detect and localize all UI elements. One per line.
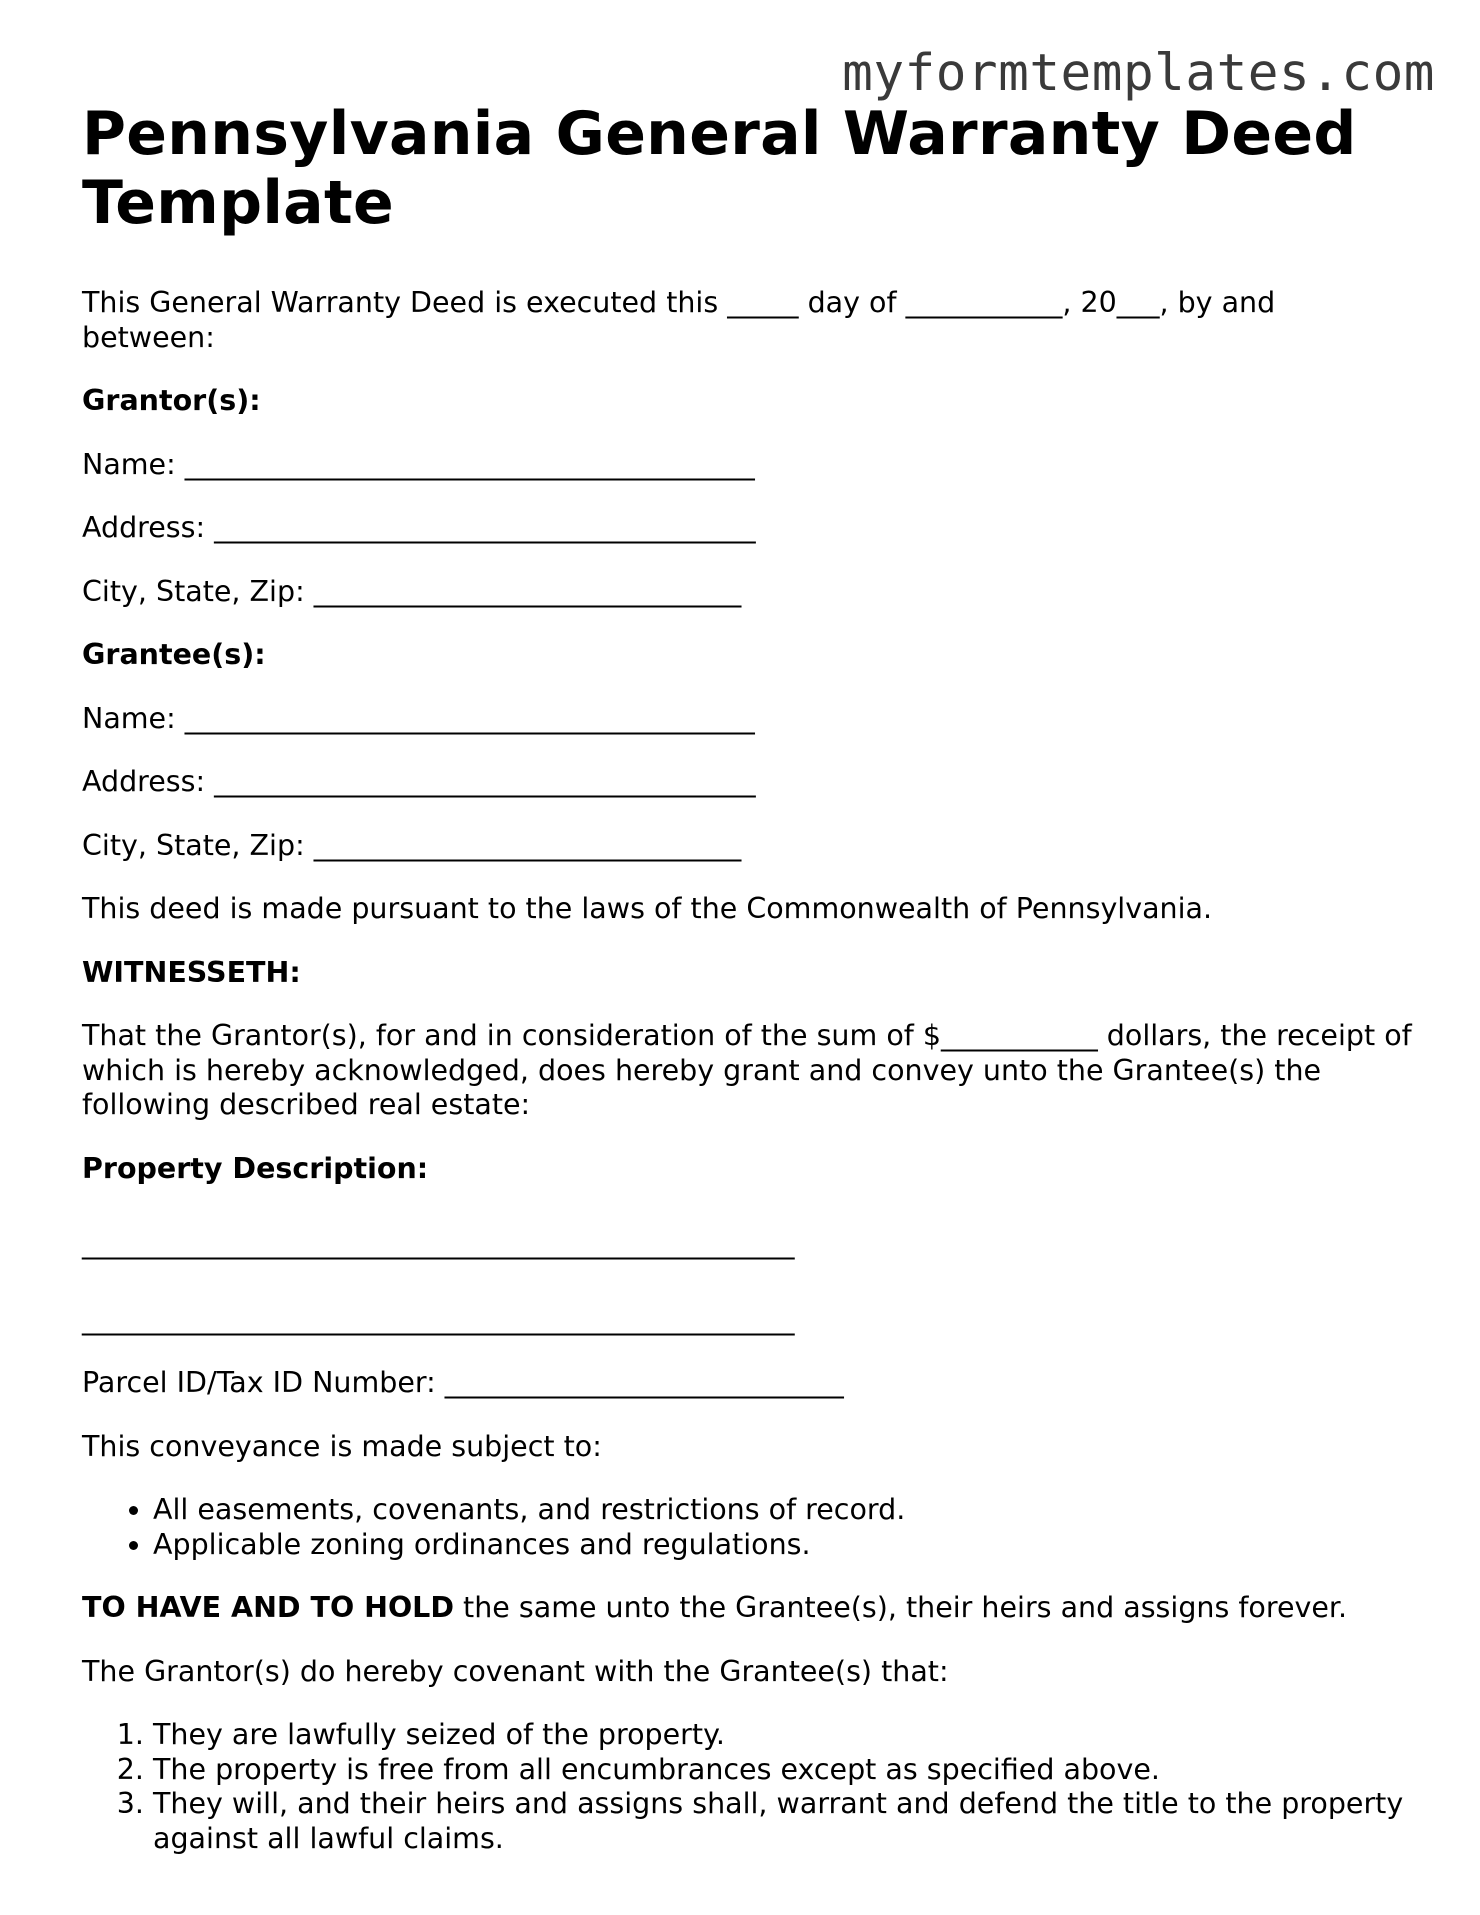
grantor-heading: Grantor(s): bbox=[82, 384, 261, 417]
habendum-bold: TO HAVE AND TO HOLD bbox=[82, 1591, 454, 1624]
grantee-name-field: Name: ________________________________________ bbox=[82, 701, 755, 735]
list-item: • Applicable zoning ordinances and regulations. bbox=[153, 1528, 1412, 1563]
grantor-city-field: City, State, Zip: ______________________________ bbox=[82, 574, 742, 608]
grantor-address-field: Address: ______________________________________ bbox=[82, 511, 756, 544]
grantor-name-field: Name: ________________________________________ bbox=[82, 447, 755, 481]
grantee-city-field: City, State, Zip: ______________________________ bbox=[82, 828, 742, 862]
document-page bbox=[82, 100, 1412, 1856]
property-blank-line-2: __________________________________________________ bbox=[82, 1302, 795, 1336]
property-blank-line-1: __________________________________________________ bbox=[82, 1227, 795, 1260]
laws-paragraph: This deed is made pursuant to the laws of the Commonwealth of Pennsylvania. bbox=[82, 892, 1213, 925]
consideration-paragraph: That the Grantor(s), for and in consideration of the sum of $___________ dollars, the receipt of which is hereby acknowledged, does hereby grant and convey unto the Grantee(s) the following described real estate: bbox=[82, 1019, 1412, 1121]
subject-intro: This conveyance is made subject to: bbox=[82, 1429, 602, 1463]
grantee-address-field: Address: ______________________________________ bbox=[82, 765, 756, 798]
subject-list bbox=[82, 1493, 1412, 1562]
habendum-rest: the same unto the Grantee(s), their heirs and assigns forever. bbox=[454, 1591, 1348, 1624]
parcel-id-field: Parcel ID/Tax ID Number: ____________________________ bbox=[82, 1366, 844, 1399]
habendum-paragraph bbox=[82, 1591, 1412, 1626]
grantee-heading: Grantee(s): bbox=[82, 638, 266, 671]
covenant-list bbox=[82, 1718, 1412, 1856]
list-item: 1. They are lawfully seized of the property. bbox=[153, 1718, 1412, 1753]
page-title: Pennsylvania General Warranty Deed Template bbox=[82, 99, 1357, 238]
intro-paragraph: This General Warranty Deed is executed this _____ day of ___________, 20___, by and between: bbox=[82, 286, 1276, 354]
list-item: • All easements, covenants, and restrictions of record. bbox=[153, 1493, 1412, 1528]
list-item: 3. They will, and their heirs and assigns shall, warrant and defend the title to the property against all lawful claims. bbox=[153, 1787, 1412, 1856]
property-heading: Property Description: bbox=[82, 1151, 429, 1185]
covenant-intro: The Grantor(s) do hereby covenant with the Grantee(s) that: bbox=[82, 1654, 949, 1688]
list-item: 2. The property is free from all encumbrances except as specified above. bbox=[153, 1753, 1412, 1788]
watermark: myformtemplates.com bbox=[842, 44, 1435, 103]
witnesseth-heading: WITNESSETH: bbox=[82, 955, 301, 989]
